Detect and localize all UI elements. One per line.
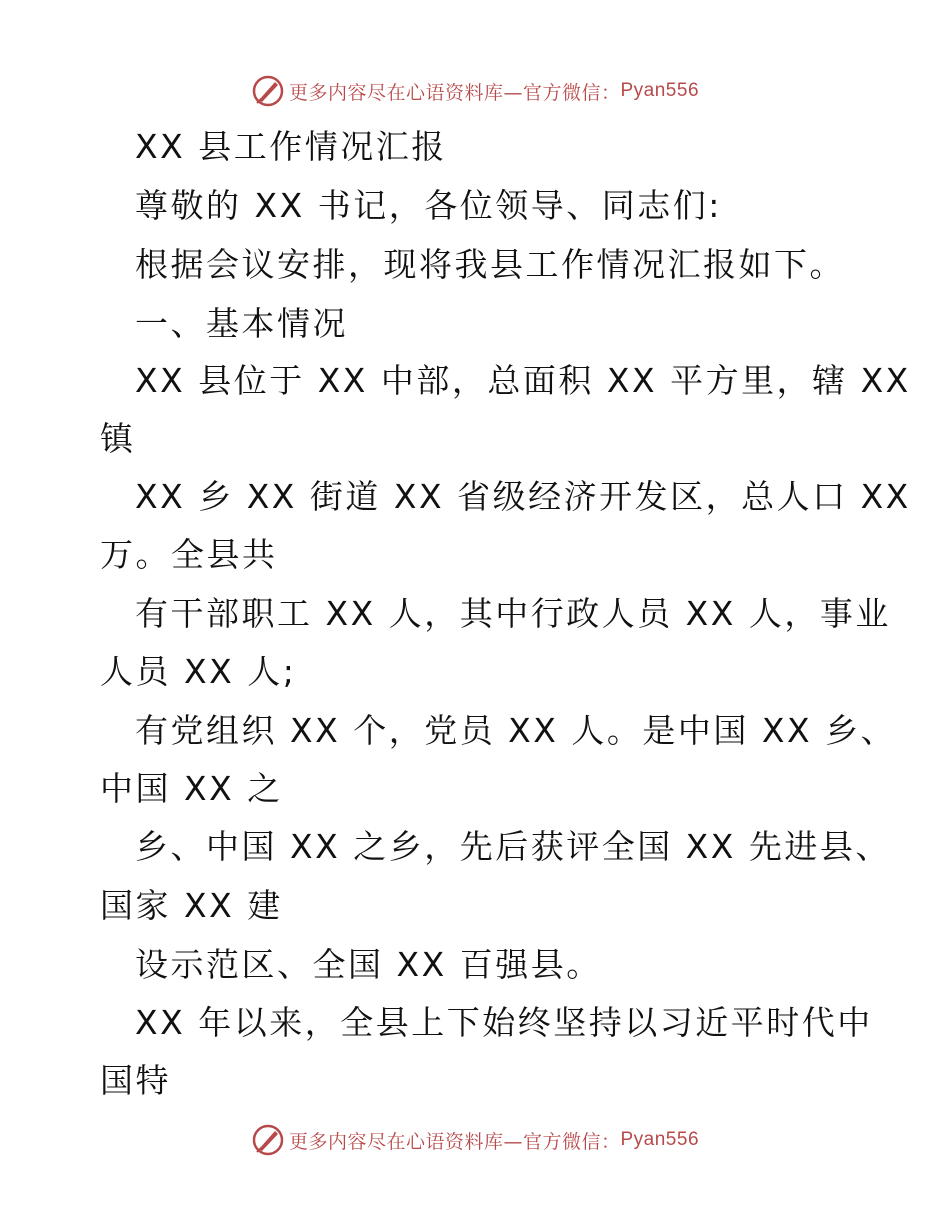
doc-line: 人员 XX 人; (100, 652, 297, 691)
quill-logo-icon (251, 1123, 285, 1157)
doc-line: 有党组织 XX 个，党员 XX 人。是中国 XX 乡、 (135, 711, 897, 750)
doc-line: 乡、中国 XX 之乡，先后获评全国 XX 先进县、 (135, 827, 891, 866)
header-banner (0, 71, 950, 111)
header-banner-text: 更多内容尽在心语资料库—官方微信： (288, 81, 621, 104)
quill-logo-icon (251, 74, 285, 108)
doc-line: 万。全县共 (100, 535, 278, 574)
doc-line: 根据会议安排，现将我县工作情况汇报如下。 (135, 245, 845, 284)
doc-line: XX 年以来，全县上下始终坚持以习近平时代中 (135, 1003, 873, 1042)
doc-line: 有干部职工 XX 人，其中行政人员 XX 人，事业 (135, 594, 891, 633)
footer-banner-handle: Pyan556 (620, 1129, 700, 1150)
doc-line: 中国 XX 之 (100, 769, 283, 808)
doc-line: 设示范区、全国 XX 百强县。 (135, 945, 602, 984)
doc-title: XX 县工作情况汇报 (135, 127, 447, 166)
doc-line: 国家 XX 建 (100, 886, 283, 925)
footer-banner-text: 更多内容尽在心语资料库—官方微信： (288, 1130, 621, 1153)
doc-line: XX 乡 XX 街道 XX 省级经济开发区，总人口 XX (135, 477, 911, 516)
header-banner-handle: Pyan556 (620, 80, 700, 101)
doc-section-heading: 一、基本情况 (135, 304, 348, 343)
doc-salutation: 尊敬的 XX 书记，各位领导、同志们: (135, 186, 722, 225)
footer-banner (0, 1120, 950, 1160)
doc-line: 国特 (100, 1061, 171, 1100)
doc-line: 镇 (100, 419, 136, 458)
doc-line: XX 县位于 XX 中部，总面积 XX 平方里，辖 XX (135, 361, 911, 400)
